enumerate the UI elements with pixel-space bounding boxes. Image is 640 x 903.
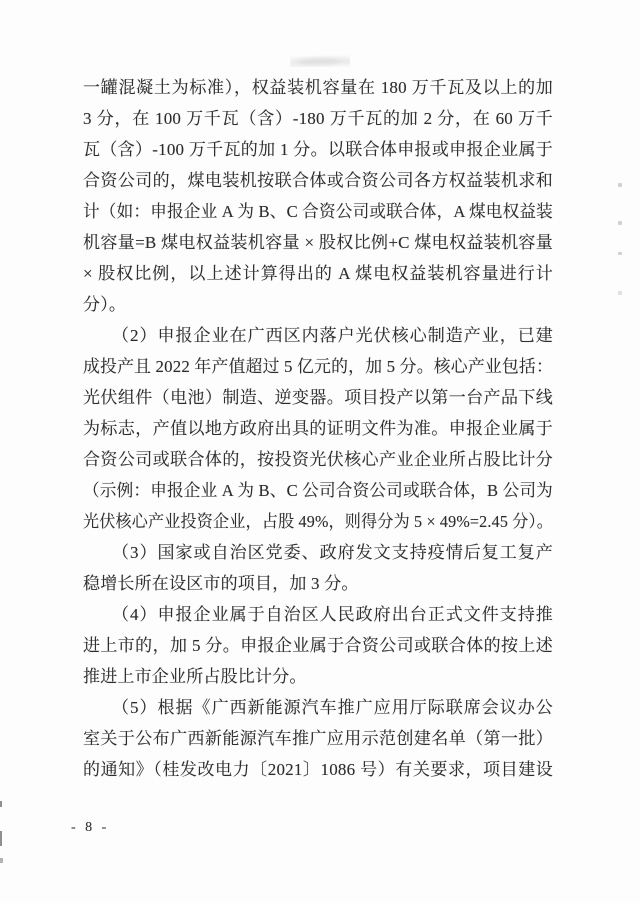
page-number: - 8 - [71, 820, 110, 835]
text-line [83, 134, 553, 165]
text-line-content: （2）申报企业在广西区内落户光伏核心制造产业，已建 [112, 326, 553, 345]
text-line-content: 稳增长所在设区市的项目，加 3 分。 [83, 574, 359, 593]
text-line-content: （4）申报企业属于自治区人民政府出台正式文件支持推 [112, 605, 553, 624]
text-line-content: 光伏组件（电池）制造、逆变器。项目投产以第一台产品下线 [83, 388, 553, 407]
document-text-block [83, 72, 553, 785]
scan-edge-artifact [0, 858, 3, 863]
text-line [83, 289, 553, 320]
text-line-content: 推进上市企业所占股比计分。 [83, 667, 307, 686]
text-line-content: 合资公司的，煤电装机按联合体或合资公司各方权益装机求和 [83, 171, 553, 190]
text-line [83, 599, 553, 630]
text-line-content: 机容量=B 煤电权益装机容量 × 股权比例+C 煤电权益装机容量 [83, 233, 553, 252]
scan-dot-artifact [618, 291, 622, 295]
text-line-content: 成投产且 2022 年产值超过 5 亿元的，加 5 分。核心产业包括： [83, 357, 553, 376]
text-line-content: 一罐混凝土为标准），权益装机容量在 180 万千瓦及以上的加 [83, 78, 553, 97]
text-line [83, 506, 553, 537]
text-line-content: 3 分，在 100 万千瓦（含）-180 万千瓦的加 2 分，在 60 万千 [83, 109, 553, 128]
text-line [83, 475, 553, 506]
text-line-content: 合资公司或联合体的，按投资光伏核心产业企业所占股比计分 [83, 450, 553, 469]
text-line [83, 723, 553, 754]
text-line [83, 661, 553, 692]
text-line-content: （3）国家或自治区党委、政府发文支持疫情后复工复产 [112, 543, 553, 562]
text-line [83, 413, 553, 444]
scan-dot-artifact [618, 221, 622, 225]
text-line [83, 72, 553, 103]
text-line-content: 瓦（含）-100 万千瓦的加 1 分。以联合体申报或申报企业属于 [83, 140, 553, 159]
text-line [83, 320, 553, 351]
text-line [83, 444, 553, 475]
text-line-content: （5）根据《广西新能源汽车推广应用厅际联席会议办公 [112, 698, 553, 717]
text-line-content: （示例：申报企业 A 为 B、C 公司合资公司或联合体，B 公司为 [83, 481, 553, 500]
text-line [83, 754, 553, 785]
text-line-content: 进上市的，加 5 分。申报企业属于合资公司或联合体的按上述 [83, 636, 553, 655]
text-line [83, 382, 553, 413]
text-line [83, 537, 553, 568]
text-line [83, 196, 553, 227]
text-line [83, 103, 553, 134]
text-line-content: × 股权比例，以上述计算得出的 A 煤电权益装机容量进行计 [83, 264, 553, 283]
scan-dot-artifact [618, 252, 622, 255]
text-line-content: 计（如：申报企业 A 为 B、C 合资公司或联合体，A 煤电权益装 [83, 202, 553, 221]
scan-smudge [290, 54, 350, 67]
text-line [83, 258, 553, 289]
text-line [83, 165, 553, 196]
text-line [83, 692, 553, 723]
text-line-content: 室关于公布广西新能源汽车推广应用示范创建名单（第一批） [83, 729, 553, 748]
text-line-content: 为标志，产值以地方政府出具的证明文件为准。申报企业属于 [83, 419, 553, 438]
text-line-content: 的通知》（桂发改电力〔2021〕1086 号）有关要求，项目建设 [83, 760, 553, 779]
scan-edge-artifact [0, 831, 2, 846]
scan-edge-artifact [0, 801, 2, 807]
text-line-content: 光伏核心产业投资企业，占股 49%，则得分为 5 × 49%=2.45 分）。 [83, 512, 553, 531]
text-line [83, 351, 553, 382]
scan-dot-artifact [618, 183, 622, 187]
text-line-content: 分）。 [83, 295, 127, 314]
text-line [83, 227, 553, 258]
text-line [83, 630, 553, 661]
text-line [83, 568, 553, 599]
